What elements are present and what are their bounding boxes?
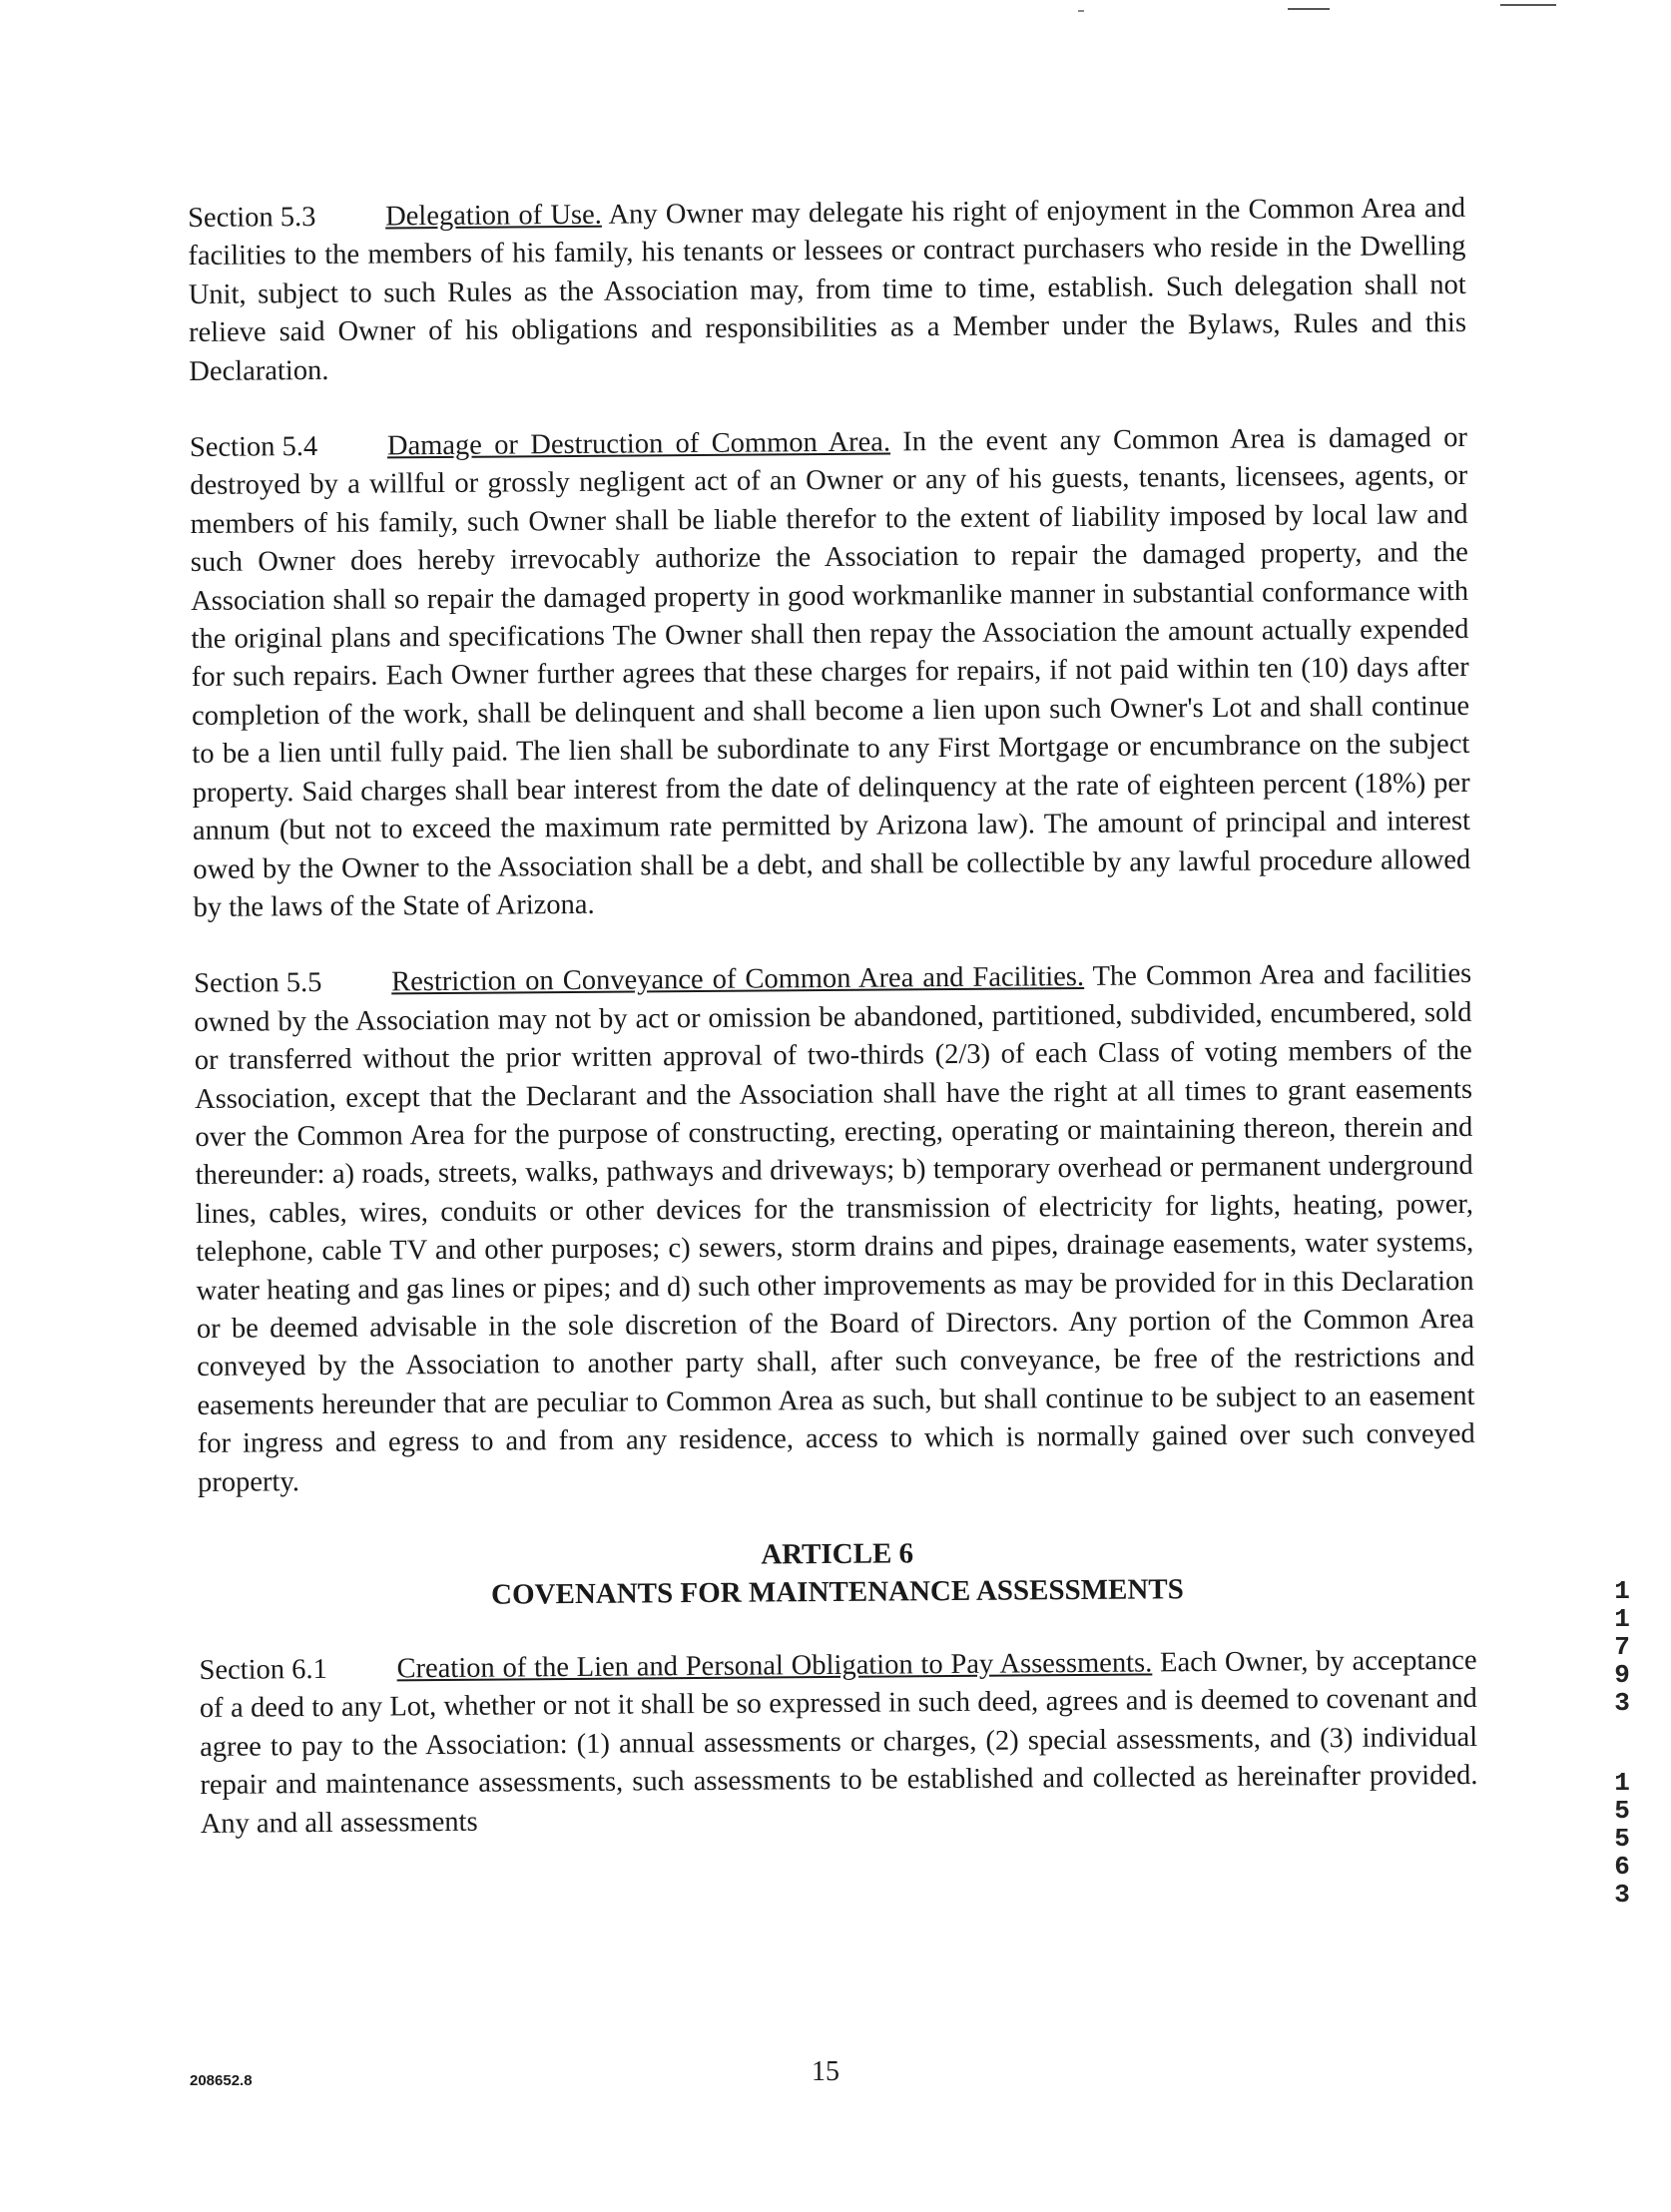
section-body: In the event any Common Area is damaged or destroyed by a willful or grossly negligent act of an Owner or any of his guests, tenants, licensees, agents, or members of his family, such Owner shall be liable therefor to the extent of liability imposed by local law and such Owner does hereby irrevocably authorize the Association to repair the damaged property, and the Association shall so repair the damaged property in good workmanlike manner in substantial conformance with the original plans and specifications The Owner shall then repay the Association the amount actually expended for such repairs. Each Owner further agrees that these charges for repairs, if not paid within ten (10) days after completion of the work, shall be delinquent and shall become a lien upon such Owner's Lot and shall continue to be a lien until fully paid. The lien shall be subordinate to any First Mortgage or encumbrance on the subject property. Said charges shall bear interest from the date of delinquency at the rate of eighteen percent (18%) per annum (but not to exceed the maximum rate permitted by Arizona law). The amount of principal and interest owed by the Owner to the Association shall be a debt, and shall be collectible by any lawful procedure allowed by the laws of the State of Arizona. bbox=[190, 421, 1471, 923]
recording-digit: 9 bbox=[1614, 1660, 1630, 1690]
section-number: Section 6.1 bbox=[199, 1653, 327, 1686]
section-body: Each Owner, by acceptance of a deed to any Lot, whether or not it shall be so expressed in such deed, agrees and is deemed to covenant and agree to pay to the Association: (1) annual assessments or charges, (2) special assessments, and (3) individual repair and maintenance assessments, such assessments to be established and collected as hereinafter provided. Any and all assessments bbox=[199, 1644, 1478, 1840]
section-body: Any Owner may delegate his right of enjoyment in the Common Area and facilities to the members of his family, his tenants or lessees or contract purchasers who reside in the Dwelling Unit, subject to such Rules as the Association may, from time to time, establish. Such delegation shall not relieve said Owner of his obligations and responsibilities as a Member under the Bylaws, Rules and this Declaration. bbox=[188, 192, 1467, 387]
page-number: 15 bbox=[812, 2056, 839, 2087]
recording-digit: 1 bbox=[1614, 1768, 1630, 1798]
section-number: Section 5.3 bbox=[188, 201, 316, 234]
article-number: ARTICLE 6 bbox=[761, 1537, 914, 1571]
section-title: Creation of the Lien and Personal Obligation to Pay Assessments. bbox=[396, 1647, 1153, 1685]
recording-digit: 3 bbox=[1614, 1688, 1630, 1718]
recording-number-bottom bbox=[1607, 1769, 1637, 1909]
recording-digit: 1 bbox=[1614, 1604, 1630, 1634]
recording-digit: 7 bbox=[1614, 1632, 1630, 1662]
recording-digit: 3 bbox=[1614, 1880, 1630, 1910]
recording-digit: 5 bbox=[1614, 1796, 1630, 1826]
section-number: Section 5.4 bbox=[189, 431, 318, 464]
article-heading bbox=[199, 1530, 1477, 1616]
document-id: 208652.8 bbox=[190, 2072, 253, 2089]
scan-mark bbox=[1078, 10, 1084, 12]
section-body: The Common Area and facilities owned by the Association may not by act or omission be abandoned, partitioned, subdivided, encumbered, sold or transferred without the prior written approval of two-thirds (2/3) of each Class of voting members of the Association, except that the Declarant and the Association shall have the right at all times to grant easements over the Common Area for the purpose of constructing, erecting, operating or maintaining thereon, therein and thereunder: a) roads, streets, walks, pathways and driveways; b) temporary overhead or permanent underground lines, cables, wires, conduits or other devices for the transmission of electricity for lights, heating, power, telephone, cable TV and other purposes; c) sewers, storm drains and pipes, drainage easements, water systems, water heating and gas lines or pipes; and d) such other improvements as may be provided for in this Declaration or be deemed advisable in the sole discretion of the Board of Directors. Any portion of the Common Area conveyed by the Association to another party shall, after such conveyance, be free of the restrictions and easements hereunder that are peculiar to Common Area as such, but shall continue to be subject to an easement for ingress and egress to and from any residence, access to which is normally gained over such conveyed property. bbox=[194, 958, 1475, 1498]
recording-number-top bbox=[1607, 1577, 1637, 1717]
document-body bbox=[188, 190, 1478, 1882]
section-title: Restriction on Conveyance of Common Area and Facilities. bbox=[391, 961, 1085, 998]
section-5-3 bbox=[188, 190, 1466, 391]
scan-mark bbox=[1288, 8, 1330, 10]
section-5-4 bbox=[190, 419, 1471, 927]
scan-mark bbox=[1500, 4, 1556, 6]
section-number: Section 5.5 bbox=[194, 967, 322, 1000]
recording-digit: 6 bbox=[1614, 1852, 1630, 1882]
recording-digit: 5 bbox=[1614, 1824, 1630, 1854]
section-6-1 bbox=[199, 1642, 1477, 1844]
recording-digit: 1 bbox=[1614, 1576, 1630, 1606]
article-title: COVENANTS FOR MAINTENANCE ASSESSMENTS bbox=[490, 1573, 1184, 1611]
section-title: Damage or Destruction of Common Area. bbox=[386, 426, 891, 462]
section-5-5 bbox=[194, 955, 1475, 1502]
section-title: Delegation of Use. bbox=[385, 199, 602, 233]
